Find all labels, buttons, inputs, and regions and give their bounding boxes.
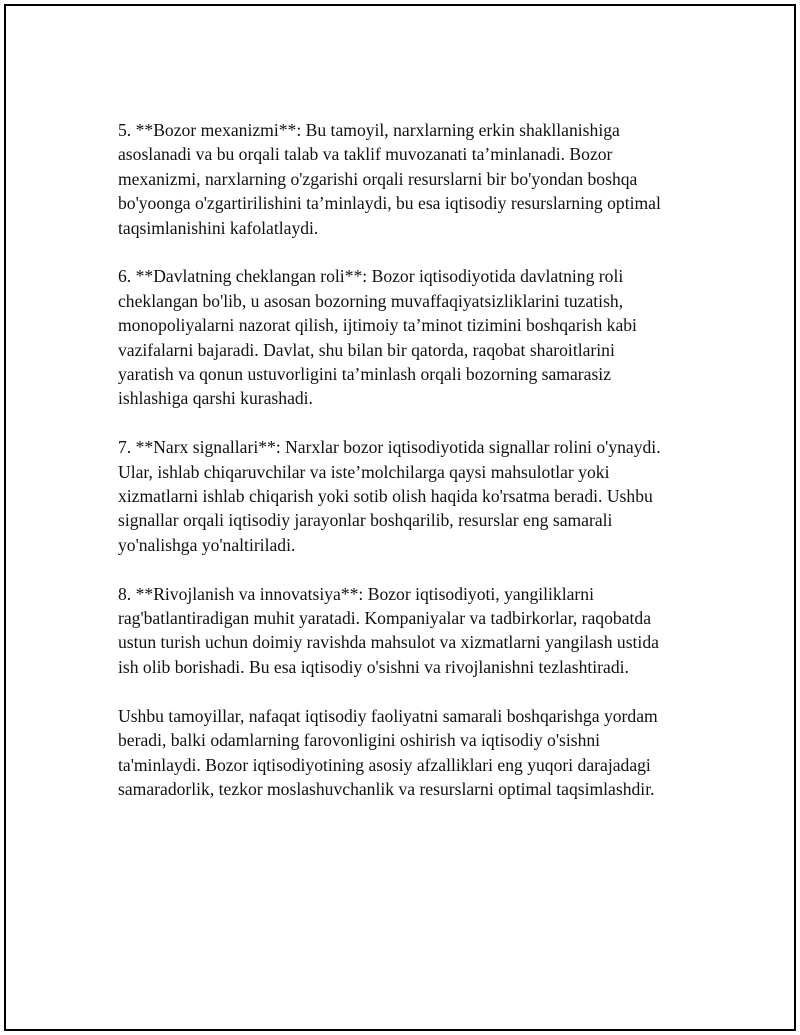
text-line: Ushbu tamoyillar, nafaqat iqtisodiy faoliyatni samarali boshqarishga yordam xyxy=(118,705,658,726)
text-line: 7. **Narx signallari**: Narxlar bozor iqtisodiyotida signallar rolini o'ynaydi. xyxy=(118,437,661,458)
text-line: ustun turish uchun doimiy ravishda mahsulot va xizmatlarni yangilash ustida xyxy=(118,632,659,653)
text-line: 8. **Rivojlanish va innovatsiya**: Bozor iqtisodiyoti, yangiliklarni xyxy=(118,583,594,604)
text-line: bo'yoonga o'zgartirilishini ta’minlaydi, bu esa iqtisodiy resurslarning optimal xyxy=(118,193,661,214)
paragraph-xulosa xyxy=(118,704,698,802)
document-body xyxy=(118,118,698,826)
text-line: ta'minlaydi. Bozor iqtisodiyotining asosiy afzalliklari eng yuqori darajadagi xyxy=(118,754,651,775)
paragraph-davlat-roli xyxy=(118,264,698,410)
text-line: xizmatlarni ishlab chiqarish yoki sotib olish haqida ko'rsatma beradi. Ushbu xyxy=(118,486,653,507)
text-line: samaradorlik, tezkor moslashuvchanlik va resurslarni optimal taqsimlashdir. xyxy=(118,778,655,799)
text-line: yaratish va qonun ustuvorligini ta’minlash orqali bozorning samarasiz xyxy=(118,364,612,385)
text-line: signallar orqali iqtisodiy jarayonlar boshqarilib, resurslar eng samarali xyxy=(118,510,613,531)
text-line: 6. **Davlatning cheklangan roli**: Bozor iqtisodiyotida davlatning roli xyxy=(118,266,624,287)
text-line: cheklangan bo'lib, u asosan bozorning muvaffaqiyatsizliklarini tuzatish, xyxy=(118,290,624,311)
paragraph-narx-signallari xyxy=(118,435,698,557)
text-line: rag'batlantiradigan muhit yaratadi. Kompaniyalar va tadbirkorlar, raqobatda xyxy=(118,608,652,629)
text-line: mexanizmi, narxlarning o'zgarishi orqali resurslarni bir bo'yondan boshqa xyxy=(118,168,638,189)
text-line: ish olib borishadi. Bu esa iqtisodiy o'sishni va rivojlanishni tezlashtiradi. xyxy=(118,656,629,677)
text-line: taqsimlanishini kafolatlaydi. xyxy=(118,217,319,238)
text-line: Ular, ishlab chiqaruvchilar va iste’molchilarga qaysi mahsulotlar yoki xyxy=(118,461,610,482)
text-line: beradi, balki odamlarning farovonligini oshirish va iqtisodiy o'sishni xyxy=(118,730,601,751)
text-line: asoslanadi va bu orqali talab va taklif muvozanati ta’minlanadi. Bozor xyxy=(118,144,613,165)
text-line: monopoliyalarni nazorat qilish, ijtimoiy ta’minot tizimini boshqarish kabi xyxy=(118,315,637,336)
text-line: yo'nalishga yo'naltiriladi. xyxy=(118,534,296,555)
paragraph-rivojlanish xyxy=(118,582,698,680)
text-line: ishlashiga qarshi kurashadi. xyxy=(118,388,313,409)
text-line: 5. **Bozor mexanizmi**: Bu tamoyil, narxlarning erkin shakllanishiga xyxy=(118,120,620,140)
text-line: vazifalarni bajaradi. Davlat, shu bilan bir qatorda, raqobat sharoitlarini xyxy=(118,339,615,360)
paragraph-bozor-mexanizmi xyxy=(118,118,698,240)
